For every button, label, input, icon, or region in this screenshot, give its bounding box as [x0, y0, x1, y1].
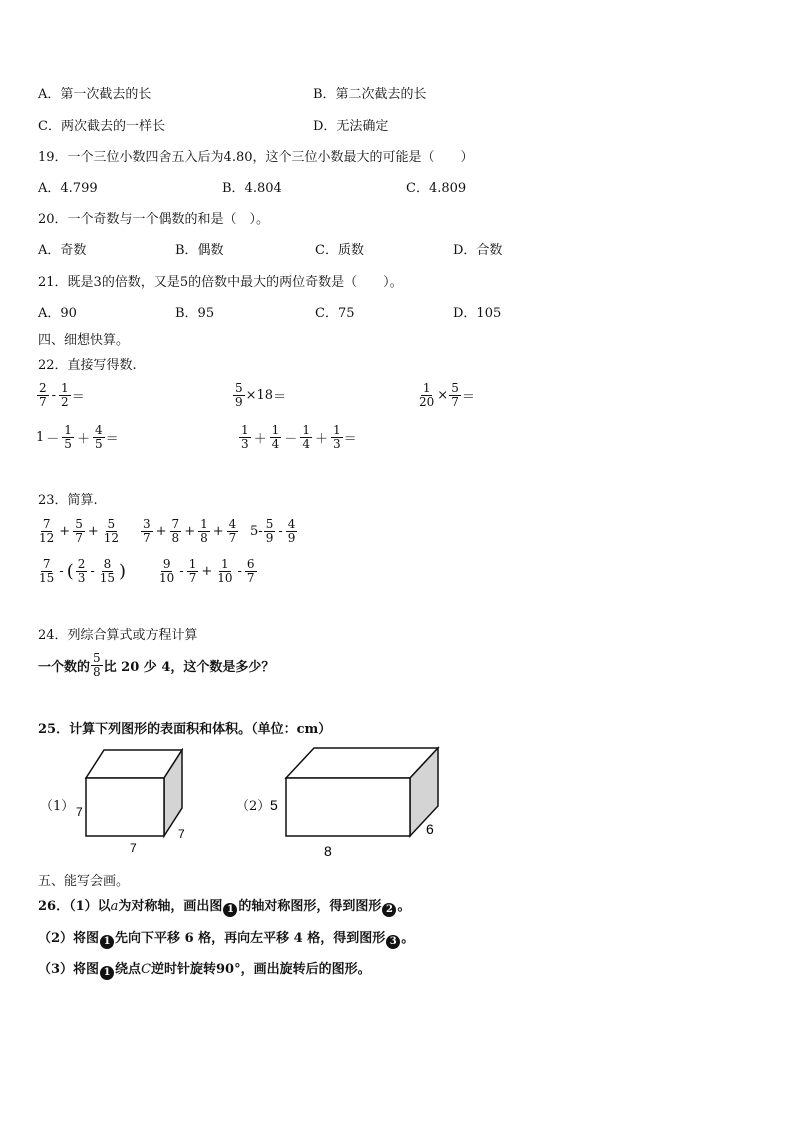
equals-sign: ＝ — [273, 390, 287, 405]
numerator: 7 — [42, 517, 51, 531]
operator: － — [284, 432, 298, 447]
q18-option-b: B．第二次截去的长 — [313, 87, 427, 102]
denominator: 2 — [61, 395, 69, 409]
q22-expr-1 — [36, 382, 85, 409]
q24-problem — [38, 652, 274, 679]
operator: - — [278, 524, 283, 539]
q26-text: （3）将图 — [38, 962, 100, 977]
numerator: 7 — [171, 517, 180, 531]
q23-stem: 23．简算. — [38, 493, 98, 508]
denominator: 7 — [188, 571, 197, 585]
fraction — [227, 518, 239, 545]
operator: + — [184, 524, 196, 539]
problem-text: 一个数的 — [38, 660, 91, 675]
fraction — [98, 558, 117, 585]
q18-option-a: A．第一次截去的长 — [38, 87, 152, 102]
q22-expr-2 — [232, 382, 286, 409]
whole-number: 1 — [36, 430, 45, 445]
fraction — [37, 558, 56, 585]
denominator: 7 — [228, 531, 237, 545]
numerator: 4 — [228, 517, 237, 531]
numerator: 3 — [143, 517, 151, 531]
q26-text: 逆时针旋转90°，画出旋转后的图形。 — [151, 962, 371, 977]
circled-number: 2 — [382, 903, 396, 917]
fraction — [102, 518, 121, 545]
fraction — [170, 518, 182, 545]
q26-text: 绕点 — [115, 962, 142, 977]
q21-option-b: B．95 — [175, 306, 215, 321]
problem-text: 比 20 少 4，这个数是多少？ — [103, 660, 275, 675]
operator: ＋ — [76, 432, 90, 447]
fraction — [93, 424, 105, 451]
numerator: 1 — [271, 423, 280, 437]
q23-expr-4 — [36, 558, 127, 585]
equals-sign: ＝ — [105, 432, 119, 447]
numerator: 5 — [75, 517, 83, 531]
operator: + — [201, 564, 213, 579]
right-paren: ) — [119, 561, 127, 582]
dimension-length: 8 — [324, 843, 332, 859]
fraction — [449, 382, 461, 409]
denominator: 7 — [75, 531, 83, 545]
equals-sign: ＝ — [71, 390, 85, 405]
dimension-height: 5 — [270, 797, 278, 813]
numerator: 6 — [246, 557, 255, 571]
q23-expr-5 — [156, 558, 258, 585]
fraction — [198, 518, 210, 545]
fraction — [331, 424, 343, 451]
fig1-label: （1） — [40, 799, 75, 814]
fraction — [73, 518, 85, 545]
denominator: 10 — [159, 571, 175, 585]
denominator: 8 — [171, 531, 180, 545]
q20-option-b: B．偶数 — [175, 243, 224, 258]
q21-option-c: C．75 — [315, 306, 355, 321]
numerator: 1 — [241, 423, 249, 437]
denominator: 3 — [332, 437, 341, 451]
numerator: 1 — [64, 423, 72, 437]
q26-line-3 — [38, 958, 371, 980]
numerator: 2 — [39, 381, 47, 395]
operator: - — [258, 524, 263, 539]
q22-stem: 22．直接写得数. — [38, 358, 137, 373]
whole-number: 5 — [250, 524, 259, 539]
q26-text: 。 — [397, 899, 411, 914]
denominator: 12 — [103, 531, 120, 545]
numerator: 1 — [200, 517, 208, 531]
left-paren: ( — [66, 561, 74, 582]
q21-stem: 21．既是3的倍数，又是5的倍数中最大的两位奇数是（ ）。 — [38, 275, 403, 290]
point-symbol: C — [141, 962, 152, 977]
front-face — [286, 778, 410, 836]
denominator: 7 — [451, 395, 459, 409]
numerator: 5 — [93, 651, 101, 665]
q21-option-d: D．105 — [453, 306, 502, 321]
numerator: 5 — [107, 517, 116, 531]
numerator: 4 — [287, 517, 296, 531]
q19-stem: 19．一个三位小数四舍五入后为4.80，这个三位小数最大的可能是（ ） — [38, 150, 474, 165]
q26-text: （2）将图 — [38, 931, 100, 946]
section-4-heading: 四、细想快算。 — [38, 333, 130, 348]
denominator: 8 — [93, 665, 101, 679]
denominator: 9 — [287, 531, 296, 545]
numerator: 1 — [332, 423, 341, 437]
operator: ＋ — [253, 432, 267, 447]
q26-text: 。 — [401, 931, 415, 946]
denominator: 12 — [39, 531, 55, 545]
q26-text: 26．（1）以 — [38, 899, 111, 914]
denominator: 5 — [64, 437, 72, 451]
numerator: 5 — [235, 381, 243, 395]
operator: - — [90, 564, 95, 579]
fraction — [233, 382, 245, 409]
cuboid-figure-2 — [264, 746, 448, 860]
fraction — [245, 558, 257, 585]
fraction — [286, 518, 298, 545]
q26-text: 的轴对称图形，得到图形 — [238, 899, 382, 914]
operator: ＋ — [314, 432, 328, 447]
dimension-height: 7 — [76, 805, 83, 819]
numerator: 4 — [94, 423, 103, 437]
numerator: 1 — [221, 557, 229, 571]
fraction — [215, 558, 234, 585]
q19-option-b: B．4.804 — [222, 181, 282, 196]
denominator: 3 — [77, 571, 86, 585]
denominator: 7 — [246, 571, 255, 585]
q26-text: 先向下平移 6 格，再向左平移 4 格，得到图形 — [115, 931, 386, 946]
q26-line-1 — [38, 895, 410, 917]
operator: - — [51, 388, 57, 403]
front-face — [86, 778, 164, 836]
q21-option-a: A．90 — [38, 306, 77, 321]
section-5-heading: 五、能写会画。 — [38, 874, 130, 889]
fraction — [239, 424, 251, 451]
q18-option-d: D．无法确定 — [313, 119, 389, 134]
fraction — [62, 424, 74, 451]
circled-number: 1 — [100, 935, 114, 949]
numerator: 7 — [42, 557, 51, 571]
equals-sign: ＝ — [343, 432, 357, 447]
fraction — [91, 652, 103, 679]
q23-expr-3 — [250, 518, 298, 545]
fraction — [141, 518, 153, 545]
numerator: 9 — [162, 557, 171, 571]
q19-option-a: A．4.799 — [38, 181, 98, 196]
operator: + — [87, 524, 99, 539]
q23-expr-2 — [140, 518, 239, 545]
operator: + — [59, 524, 71, 539]
circled-number: 1 — [223, 903, 237, 917]
q20-stem: 20．一个奇数与一个偶数的和是（ ）。 — [38, 212, 270, 227]
fig2-label: （2） — [236, 799, 271, 814]
q25-stem: 25．计算下列图形的表面积和体积。（单位：cm） — [38, 722, 332, 737]
numerator: 5 — [265, 517, 274, 531]
q23-expr-1 — [36, 518, 122, 545]
fraction — [300, 424, 312, 451]
denominator: 15 — [39, 571, 55, 585]
q22-expr-4 — [36, 424, 119, 451]
denominator: 7 — [143, 531, 151, 545]
fraction — [157, 558, 176, 585]
fraction — [37, 518, 56, 545]
numerator: 1 — [61, 381, 69, 395]
q18-option-c: C．两次截去的一样长 — [38, 119, 165, 134]
fraction — [187, 558, 199, 585]
cube-figure-1 — [60, 748, 200, 860]
operator: × — [437, 388, 449, 403]
denominator: 15 — [99, 571, 116, 585]
q19-option-c: C．4.809 — [406, 181, 467, 196]
q20-option-d: D．合数 — [453, 243, 503, 258]
denominator: 9 — [235, 395, 243, 409]
denominator: 20 — [419, 395, 435, 409]
q22-expr-3 — [416, 382, 475, 409]
operator: － — [46, 432, 60, 447]
denominator: 8 — [200, 531, 208, 545]
operator: - — [237, 564, 242, 579]
q24-stem: 24．列综合算式或方程计算 — [38, 628, 198, 643]
operator: ×18 — [245, 388, 274, 403]
fraction — [417, 382, 436, 409]
fraction — [76, 558, 88, 585]
dimension-width: 6 — [426, 821, 434, 837]
circled-number: 1 — [100, 966, 114, 980]
fraction — [59, 382, 71, 409]
numerator: 1 — [302, 423, 310, 437]
numerator: 1 — [422, 381, 431, 395]
denominator: 4 — [302, 437, 310, 451]
numerator: 1 — [188, 557, 197, 571]
numerator: 8 — [103, 557, 112, 571]
equals-sign: ＝ — [461, 390, 475, 405]
dimension-length: 7 — [130, 841, 137, 855]
operator: + — [212, 524, 224, 539]
numerator: 5 — [451, 381, 459, 395]
axis-symbol: a — [110, 899, 119, 914]
denominator: 7 — [39, 395, 47, 409]
operator: + — [155, 524, 167, 539]
operator: - — [59, 564, 64, 579]
circled-number: 3 — [386, 935, 400, 949]
denominator: 9 — [265, 531, 274, 545]
fraction — [270, 424, 282, 451]
denominator: 4 — [271, 437, 280, 451]
q20-option-a: A．奇数 — [38, 243, 87, 258]
denominator: 3 — [241, 437, 249, 451]
q20-option-c: C．质数 — [315, 243, 364, 258]
q26-line-2 — [38, 927, 414, 949]
denominator: 10 — [217, 571, 233, 585]
denominator: 5 — [94, 437, 103, 451]
operator: - — [179, 564, 184, 579]
numerator: 2 — [77, 557, 86, 571]
fraction — [37, 382, 49, 409]
q26-text: 为对称轴，画出图 — [118, 899, 223, 914]
fraction — [264, 518, 276, 545]
dimension-width: 7 — [178, 827, 185, 841]
q22-expr-5 — [238, 424, 357, 451]
